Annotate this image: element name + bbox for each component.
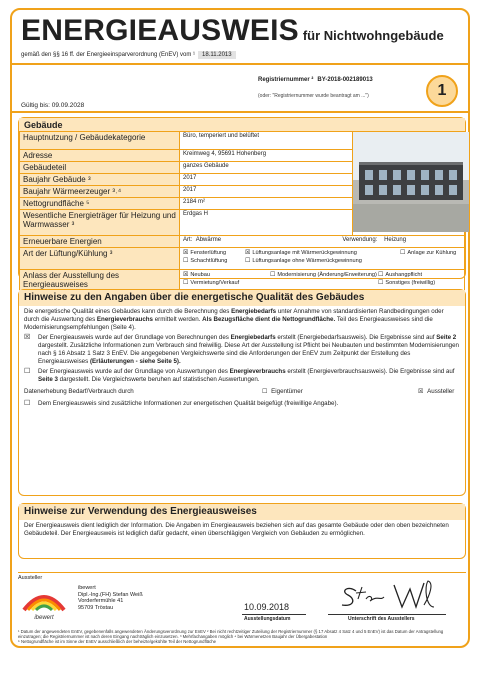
usage-notes-text: Der Energieausweis dient lediglich der Information. Die Angaben im Energieausweis beziehen sich auf das gesamte Gebäude oder den oben bezeichneten Gebäudeteil. Der Energieausweis ist lediglich dafür gedacht, einen überschlägigen Vergleich von Gebäuden zu ermöglichen. — [24, 522, 449, 537]
date-line — [242, 614, 306, 615]
quality-notes-section — [18, 289, 466, 496]
checkbox-shaft-ventilation[interactable]: ☐ Schachtlüftung — [183, 258, 228, 264]
issue-date-label: Ausstellungsdatum — [244, 616, 291, 622]
checkbox-issuer[interactable]: ☒ Aussteller — [418, 388, 455, 395]
certificate-frame — [10, 8, 470, 648]
issuer-city: 95709 Tröstau — [78, 604, 114, 611]
label-ventilation: Art der Lüftung/Kühlung ³ — [20, 248, 180, 270]
footnote-5: ⁵ Nettogrundfläche ist im Sinne der EnEV ausschließlich der beheizte/gekühlte Teil der Nettogrundfläche — [18, 639, 217, 644]
data-collection-label: Datenerhebung Bedarf/Verbrauch durch — [24, 388, 134, 395]
value-heater-year: 2017 — [180, 186, 353, 198]
svg-text:ibewert: ibewert — [34, 615, 54, 621]
page-number-badge: 1 — [426, 75, 458, 107]
quality-notes-intro: Die energetische Qualität eines Gebäudes kann durch die Berechnung des Energiebedarfs unter Annahme von standardisierten Randbedingungen oder durch die Auswertung des Energieverbrauchs ermittelt werden. Als Bezugsfläche dient die Nettogrundfläche. Teil des Energieausweises sind die Modernisierungsempfehlungen (Seite 4). — [24, 308, 444, 331]
building-photo-cell — [353, 132, 465, 236]
signature-line — [328, 614, 446, 615]
value-building-part: ganzes Gebäude — [180, 162, 353, 174]
checkbox-new-building[interactable]: ☒ Neubau — [183, 272, 210, 278]
enev-date: 18.11.2013 — [198, 51, 236, 59]
checkbox-ventilation-no-recovery[interactable]: ☐ Lüftungsanlage ohne Wärmerückgewinnung — [245, 258, 362, 264]
building-section — [18, 117, 466, 289]
option-demand-certificate: ☒ Der Energieausweis wurde auf der Grundlage von Berechnungen des Energiebedarfs erstellt (Energiebedarfsausweis). Die Ergebnisse sind auf Seite 2 dargestellt. Zusätzliche Informationen zum Verbrauch sind freiwillig. Diese Art der Ausstellung ist Pflicht bei Neubauten und bestimmten Modernisierungen nach § 16 Absatz 1 Satz 3 EnEV. Die angegebenen Vergleichswerte sind die Anforderungen der EnEV zum Zeitpunkt der Erstellung des Energieausweises (Erläuterungen - siehe Seite 5). — [24, 334, 459, 365]
registration-number: Registriernummer ² BY-2018-002189013 — [258, 77, 373, 83]
checkbox-other[interactable]: ☐ Sonstiges (freiwillig) — [378, 280, 436, 286]
footnote-1-4: ¹ Datum der angewendeten EnEV, gegebenenfalls angewendeten Änderungsverordnung zur EnEV ² Bei nicht rechtzeitiger Zuteilung der Registriernummer (§ 17 Absatz 4 Satz 4 und 5 EnEV) ist das Datum der Antragstellung einzutragen; die Registriernummer ist nach deren Eingang nachträglich einzusetzen. ³ Mehrfachangaben möglich ⁴ bei Wärmenetzen Baujahr der Übergabestation — [18, 629, 444, 639]
signature — [326, 577, 444, 613]
ventilation-options — [180, 248, 465, 270]
value-construction-year: 2017 — [180, 174, 353, 186]
label-energy-carrier: Wesentliche Energieträger für Heizung und Warmwasser ³ — [20, 210, 180, 236]
checkbox-rent-sale[interactable]: ☐ Vermietung/Verkauf — [183, 280, 240, 286]
value-address: Kreimweg 4, 95691 Hohenberg — [180, 150, 353, 162]
building-section-heading: Gebäude — [19, 118, 465, 131]
label-occasion: Anlass der Ausstellung des Energieausweises — [20, 270, 180, 294]
building-photo-image — [353, 132, 469, 232]
label-construction-year: Baujahr Gebäude ³ — [20, 174, 180, 186]
footnotes — [18, 629, 468, 644]
legal-basis: gemäß den §§ 16 ff. der Energieeinsparverordnung (EnEV) vom ¹ 18.11.2013 — [21, 51, 236, 59]
divider — [12, 111, 468, 113]
document-title: ENERGIEAUSWEIS für Nichtwohngebäude — [21, 14, 444, 47]
quality-notes-heading: Hinweise zu den Angaben über die energetische Qualität des Gebäudes — [19, 290, 465, 306]
usage-notes-heading: Hinweise zur Verwendung des Energieausweises — [19, 504, 465, 520]
label-heater-year: Baujahr Wärmeerzeuger ³˒⁴ — [20, 186, 180, 198]
value-net-floor-area: 2184 m² — [180, 198, 353, 210]
label-address: Adresse — [20, 150, 180, 162]
checkbox-window-ventilation[interactable]: ☒ Fensterlüftung — [183, 250, 227, 256]
checkbox-demand-certificate[interactable]: ☒ — [24, 334, 31, 341]
option-extra-info: ☐ Dem Energieausweis sind zusätzliche Informationen zur energetischen Qualität beigefügt (freiwillige Angabe). — [24, 400, 339, 407]
building-photo — [353, 132, 464, 232]
checkbox-modernisation[interactable]: ☐ Modernisierung (Änderung/Erweiterung) — [270, 272, 377, 278]
registration-note: (oder: "Registriernummer wurde beantragt am ...") — [258, 93, 369, 99]
label-renewable-energy: Erneuerbare Energien — [20, 236, 180, 248]
issuer-section — [18, 572, 466, 628]
ibewert-logo — [18, 582, 70, 622]
data-collection-row — [24, 388, 460, 396]
issuer-name: Dipl.-Ing.(FH) Stefan Weiß — [78, 591, 143, 598]
value-energy-carrier: Erdgas H — [180, 210, 353, 236]
value-renewable-energy: Art: Abwärme Verwendung: Heizung — [180, 236, 465, 248]
issuer-label: Aussteller — [18, 575, 43, 581]
checkbox-cooling[interactable]: ☐ Anlage zur Kühlung — [400, 250, 457, 256]
checkbox-extra-info[interactable]: ☐ — [24, 400, 31, 407]
checkbox-owner[interactable]: ☐ Eigentümer — [262, 388, 303, 395]
valid-until: Gültig bis: 09.09.2028 — [21, 102, 85, 109]
checkbox-consumption-certificate[interactable]: ☐ — [24, 368, 31, 375]
issuer-logo — [18, 582, 70, 622]
issue-date: 10.09.2018 — [244, 602, 290, 612]
divider — [12, 63, 468, 65]
issuer-street: Vorderfermühle 41 — [78, 598, 124, 604]
label-building-part: Gebäudeteil — [20, 162, 180, 174]
quality-notes-text — [19, 306, 465, 410]
signature-image — [326, 577, 444, 613]
checkbox-posting-obligation[interactable]: ☐ Aushangpflicht — [378, 272, 423, 278]
label-net-floor-area: Nettogrundfläche ⁵ — [20, 198, 180, 210]
document-subtitle: für Nichtwohngebäude — [302, 28, 444, 43]
checkbox-ventilation-heat-recovery[interactable]: ☒ Lüftungsanlage mit Wärmerückgewinnung — [245, 250, 357, 256]
building-table — [19, 131, 465, 294]
issuer-address — [78, 585, 143, 611]
value-usage: Büro, temperiert und belüftet — [180, 132, 353, 150]
usage-notes-section — [18, 503, 466, 559]
option-consumption-certificate: ☐ Der Energieausweis wurde auf der Grundlage von Auswertungen des Energieverbrauchs erstellt (Energieverbrauchsausweis). Die Ergebnisse sind auf Seite 3 dargestellt. Die Vergleichswerte beruhen auf statistischen Auswertungen. — [24, 368, 455, 383]
label-usage: Hauptnutzung / Gebäudekategorie — [20, 132, 180, 150]
signature-label: Unterschrift des Ausstellers — [348, 616, 415, 622]
issuer-company: ibewert — [78, 585, 96, 591]
